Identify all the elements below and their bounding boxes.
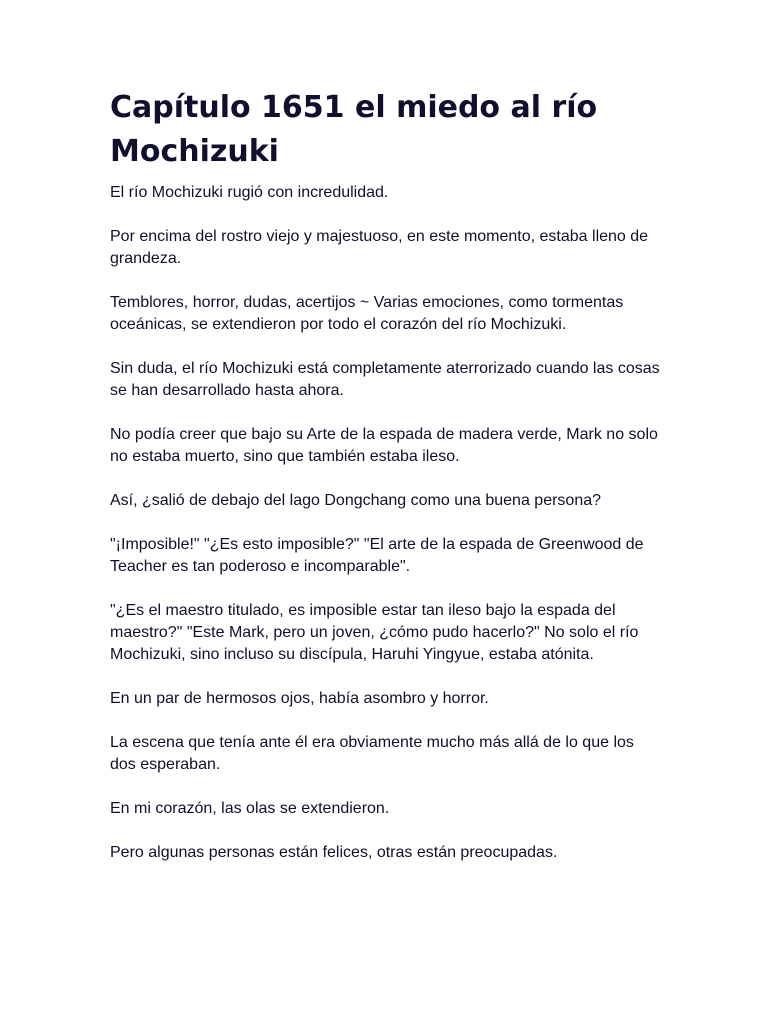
paragraph: No podía creer que bajo su Arte de la espada de madera verde, Mark no solo no estaba muerto, sino que también estaba ileso. <box>110 426 658 465</box>
paragraph: El río Mochizuki rugió con incredulidad. <box>110 184 389 201</box>
paragraph: Temblores, horror, dudas, acertijos ~ Varias emociones, como tormentas oceánicas, se extendieron por todo el corazón del río Mochizuki. <box>110 294 624 333</box>
paragraph: Sin duda, el río Mochizuki está completamente aterrorizado cuando las cosas se han desarrollado hasta ahora. <box>110 360 660 399</box>
paragraph: "¡Imposible!" "¿Es esto imposible?" "El arte de la espada de Greenwood de Teacher es tan poderoso e incomparable". <box>110 536 644 575</box>
document-page <box>110 86 662 886</box>
paragraph: La escena que tenía ante él era obviamente mucho más allá de lo que los dos esperaban. <box>110 734 634 773</box>
paragraph: Por encima del rostro viejo y majestuoso, en este momento, estaba lleno de grandeza. <box>110 228 649 267</box>
paragraph: "¿Es el maestro titulado, es imposible estar tan ileso bajo la espada del maestro?" "Este Mark, pero un joven, ¿cómo pudo hacerlo?" No solo el río Mochizuki, sino incluso su discípula, Haruhi Yingyue, estaba atónita. <box>110 602 639 663</box>
paragraph: Pero algunas personas están felices, otras están preocupadas. <box>110 844 558 861</box>
chapter-title: Capítulo 1651 el miedo al río Mochizuki <box>110 90 598 169</box>
paragraph: En mi corazón, las olas se extendieron. <box>110 800 390 817</box>
paragraph: Así, ¿salió de debajo del lago Dongchang como una buena persona? <box>110 492 602 509</box>
paragraph: En un par de hermosos ojos, había asombro y horror. <box>110 690 489 707</box>
